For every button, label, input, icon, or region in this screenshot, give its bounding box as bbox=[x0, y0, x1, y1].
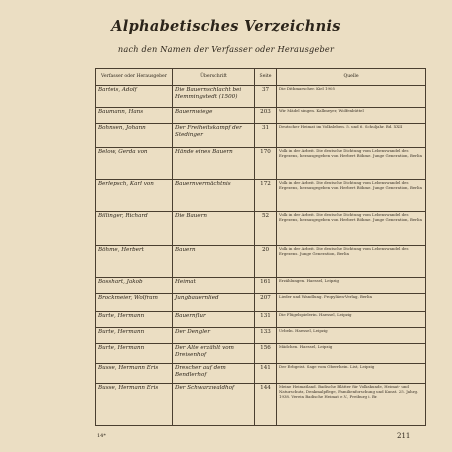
title-cell: Bauern bbox=[173, 246, 255, 278]
source-cell: Meine Heimatland. Badische Blätter für Volkskunde, Heimat- und Naturschutz, Denkmalpflege, Familienforschung und Kunst. 25. Jahrg. 1938. Verein Badische Heimat e.V., Freiburg i. Br. bbox=[277, 384, 426, 426]
author-cell: Barteis, Adolf bbox=[96, 86, 173, 108]
table-row bbox=[96, 328, 426, 344]
author-cell: Brockmeier, Wolfram bbox=[96, 294, 173, 312]
page-cell: 156 bbox=[255, 344, 277, 364]
source-cell: Die Dithmarscher. Kiel 1905 bbox=[277, 86, 426, 108]
source-cell: Erzählungen. Haessel, Leipzig bbox=[277, 278, 426, 294]
table-row bbox=[96, 212, 426, 246]
title-cell: Jungbauernlied bbox=[173, 294, 255, 312]
table-row bbox=[96, 278, 426, 294]
source-cell: Die Flügelspielerin. Haessel, Leipzig bbox=[277, 312, 426, 328]
page-cell: 161 bbox=[255, 278, 277, 294]
table-row bbox=[96, 148, 426, 180]
page-cell: 144 bbox=[255, 384, 277, 426]
page-cell: 207 bbox=[255, 294, 277, 312]
page-cell: 141 bbox=[255, 364, 277, 384]
author-cell: Bohnsen, Johann bbox=[96, 124, 173, 148]
author-cell: Burte, Hermann bbox=[96, 328, 173, 344]
title-cell: Der Schwarzwaldhof bbox=[173, 384, 255, 426]
page-cell: 52 bbox=[255, 212, 277, 246]
author-cell: Burte, Hermann bbox=[96, 312, 173, 328]
table-row bbox=[96, 124, 426, 148]
table-row bbox=[96, 246, 426, 278]
source-cell: Volk in der Arbeit. Die deutsche Dichtung vom Lebenswandel des Ergezens. Junge Generation, Berlin bbox=[277, 246, 426, 278]
header-source: Quelle bbox=[277, 69, 426, 86]
author-cell: Below, Gerda von bbox=[96, 148, 173, 180]
page-cell: 20 bbox=[255, 246, 277, 278]
table-row bbox=[96, 364, 426, 384]
page-cell: 131 bbox=[255, 312, 277, 328]
source-cell: Deutscher Heimat im Volksleben. 5. und 6. Schuljahr. Bd. XXII bbox=[277, 124, 426, 148]
table-row bbox=[96, 344, 426, 364]
table-row bbox=[96, 86, 426, 108]
author-cell: Böhme, Herbert bbox=[96, 246, 173, 278]
title-cell: Hände eines Bauern bbox=[173, 148, 255, 180]
source-cell: Volk in der Arbeit. Die deutsche Dichtung vom Lebenswandel des Ergezens, herausgegeben von Herbert Böhme. Junge Generation, Berlin bbox=[277, 212, 426, 246]
register-table bbox=[95, 68, 426, 426]
table-row bbox=[96, 384, 426, 426]
title-cell: Die Bauern bbox=[173, 212, 255, 246]
page-subtitle: nach den Namen der Verfasser oder Herausgeber bbox=[117, 44, 335, 54]
page-number: 211 bbox=[397, 432, 411, 440]
author-cell: Burte, Hermann bbox=[96, 344, 173, 364]
source-cell: Mädchen. Haessel, Leipzig bbox=[277, 344, 426, 364]
table-row bbox=[96, 180, 426, 212]
page-title: Alphabetisches Verzeichnis bbox=[111, 18, 341, 35]
signature-mark: 14* bbox=[97, 433, 106, 439]
source-cell: Urbeln. Haessel, Leipzig bbox=[277, 328, 426, 344]
title-cell: Drescher auf dem Bendlerhof bbox=[173, 364, 255, 384]
title-cell: Bauernvermächtnis bbox=[173, 180, 255, 212]
table-row bbox=[96, 312, 426, 328]
header-author: Verfasser oder Herausgeber bbox=[96, 69, 173, 86]
page-cell: 170 bbox=[255, 148, 277, 180]
page-cell: 133 bbox=[255, 328, 277, 344]
source-cell: Volk in der Arbeit. Die deutsche Dichtung vom Lebenswandel des Ergezens, herausgegeben von Herbert Böhme. Junge Generation, Berlin bbox=[277, 148, 426, 180]
author-cell: Bosshart, Jakob bbox=[96, 278, 173, 294]
page-cell: 31 bbox=[255, 124, 277, 148]
author-cell: Busse, Hermann Eris bbox=[96, 364, 173, 384]
title-cell: Bauernflur bbox=[173, 312, 255, 328]
title-cell: Der Dengler bbox=[173, 328, 255, 344]
header-page: Seite bbox=[255, 69, 277, 86]
source-cell: Lieder und Wandlung. Propyläen-Verlag, Berlin bbox=[277, 294, 426, 312]
header-title: Überschrift bbox=[173, 69, 255, 86]
source-cell: Der Erbgeist. Sage vom Oberrhein. List, Leipzig bbox=[277, 364, 426, 384]
title-cell: Bauernwiege bbox=[173, 108, 255, 124]
table-row bbox=[96, 294, 426, 312]
title-cell: Heimat bbox=[173, 278, 255, 294]
source-cell: Volk in der Arbeit. Die deutsche Dichtung vom Lebenswandel des Ergezens, herausgegeben von Herbert Böhme. Junge Generation, Berlin bbox=[277, 180, 426, 212]
title-cell: Der Freiheitskampf der Stedinger bbox=[173, 124, 255, 148]
author-cell: Berlepsch, Karl von bbox=[96, 180, 173, 212]
author-cell: Baumann, Hans bbox=[96, 108, 173, 124]
table-row bbox=[96, 108, 426, 124]
title-cell: Die Bauernschlacht bei Hemmingstedt (1500) bbox=[173, 86, 255, 108]
title-cell: Der Alte erzählt vom Dreisenhof bbox=[173, 344, 255, 364]
author-cell: Busse, Hermann Eris bbox=[96, 384, 173, 426]
page-cell: 37 bbox=[255, 86, 277, 108]
page-cell: 203 bbox=[255, 108, 277, 124]
page-cell: 172 bbox=[255, 180, 277, 212]
header-row bbox=[96, 69, 426, 86]
source-cell: Wir Mädel singen. Kallmeyer, Wolfenbüttel bbox=[277, 108, 426, 124]
author-cell: Billinger, Richard bbox=[96, 212, 173, 246]
